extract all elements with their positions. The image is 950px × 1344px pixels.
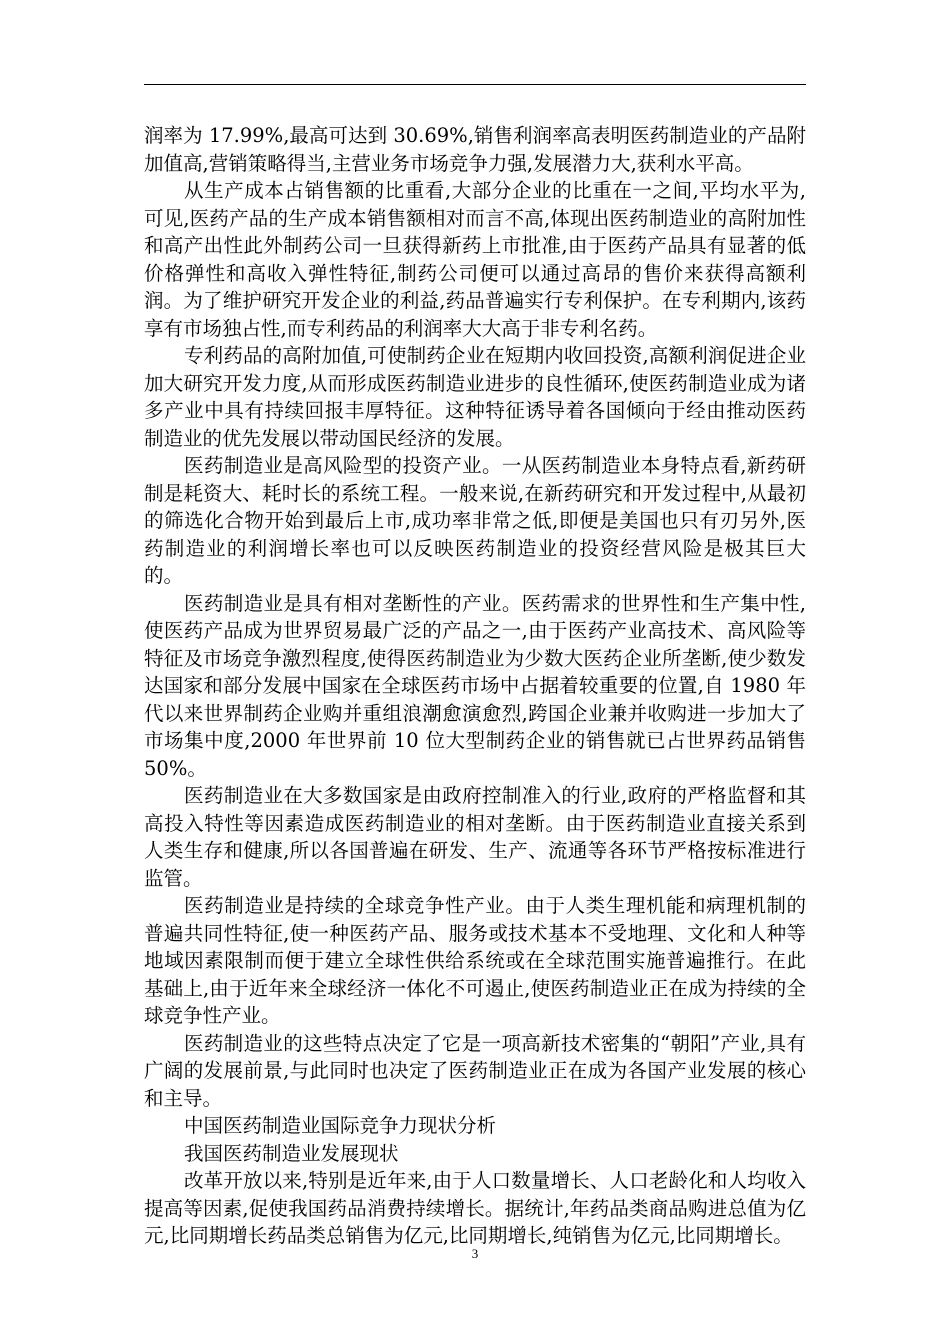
paragraph: 医药制造业是持续的全球竞争性产业。由于人类生理机能和病理机制的普遍共同性特征,使一种医药产品、服务或技术基本不受地理、文化和人种等地域因素限制而便于建立全球性供给系统或在全球范围实施普遍推行。在此基础上,由于近年来全球经济一体化不可遏止,使医药制造业正在成为持续的全球竞争性产业。 — [144, 894, 806, 1027]
paragraph: 医药制造业是具有相对垄断性的产业。医药需求的世界性和生产集中性,使医药产品成为世界贸易最广泛的产品之一,由于医药产业高技术、高风险等特征及市场竞争激烈程度,使得医药制造业为少数大医药企业所垄断,使少数发达国家和部分发展中国家在全球医药市场中占据着较重要的位置,自 1980 年代以来世界制药企业购并重组浪潮愈演愈烈,跨国企业兼并收购进一步加大了市场集中度,2000 年世界前 10 位大型制药企业的销售就已占世界药品销售 50%。 — [144, 591, 806, 780]
paragraph: 医药制造业是高风险型的投资产业。一从医药制造业本身特点看,新药研制是耗资大、耗时长的系统工程。一般来说,在新药研究和开发过程中,从最初的筛选化合物开始到最后上市,成功率非常之低,即便是美国也只有刃另外,医药制造业的利润增长率也可以反映医药制造业的投资经营风险是极其巨大的。 — [144, 454, 806, 587]
subsection-heading: 我国医药制造业发展现状 — [184, 1141, 399, 1165]
page-number: 3 — [471, 1246, 479, 1261]
section-heading: 中国医药制造业国际竞争力现状分析 — [184, 1114, 497, 1137]
paragraph: 从生产成本占销售额的比重看,大部分企业的比重在一之间,平均水平为,可见,医药产品的生产成本销售额相对而言不高,体现出医药制造业的高附加性和高产出性此外制药公司一旦获得新药上市批准,由于医药产品具有显著的低价格弹性和高收入弹性特征,制药公司便可以通过高昂的售价来获得高额利润。为了维护研究开发企业的利益,药品普遍实行专利保护。在专利期内,该药享有市场独占性,而专利药品的利润率大大高于非专利名药。 — [144, 179, 806, 340]
paragraph: 医药制造业在大多数国家是由政府控制准入的行业,政府的严格监督和其高投入特性等因素造成医药制造业的相对垄断。由于医药制造业直接关系到人类生存和健康,所以各国普遍在研发、生产、流通等各环节严格按标准进行监管。 — [144, 784, 806, 890]
header-rule — [144, 84, 806, 85]
paragraph: 改革开放以来,特别是近年来,由于人口数量增长、人口老龄化和人均收入提高等因素,促使我国药品消费持续增长。据统计,年药品类商品购进总值为亿元,比同期增长药品类总销售为亿元,比同期增长,纯销售为亿元,比同期增长。 — [144, 1169, 806, 1247]
paragraph: 专利药品的高附加值,可使制药企业在短期内收回投资,高额利润促进企业加大研究开发力度,从而形成医药制造业进步的良性循环,使医药制造业成为诸多产业中具有持续回报丰厚特征。这种特征诱导着各国倾向于经由推动医药制造业的优先发展以带动国民经济的发展。 — [144, 344, 806, 450]
document-body — [144, 122, 806, 1250]
paragraph: 润率为 17.99%,最高可达到 30.69%,销售利润率高表明医药制造业的产品附加值高,营销策略得当,主营业务市场竞争力强,发展潜力大,获利水平高。 — [144, 124, 806, 175]
paragraph: 医药制造业的这些特点决定了它是一项高新技术密集的“朝阳”产业,具有广阔的发展前景,与此同时也决定了医药制造业正在成为各国产业发展的核心和主导。 — [144, 1031, 806, 1110]
